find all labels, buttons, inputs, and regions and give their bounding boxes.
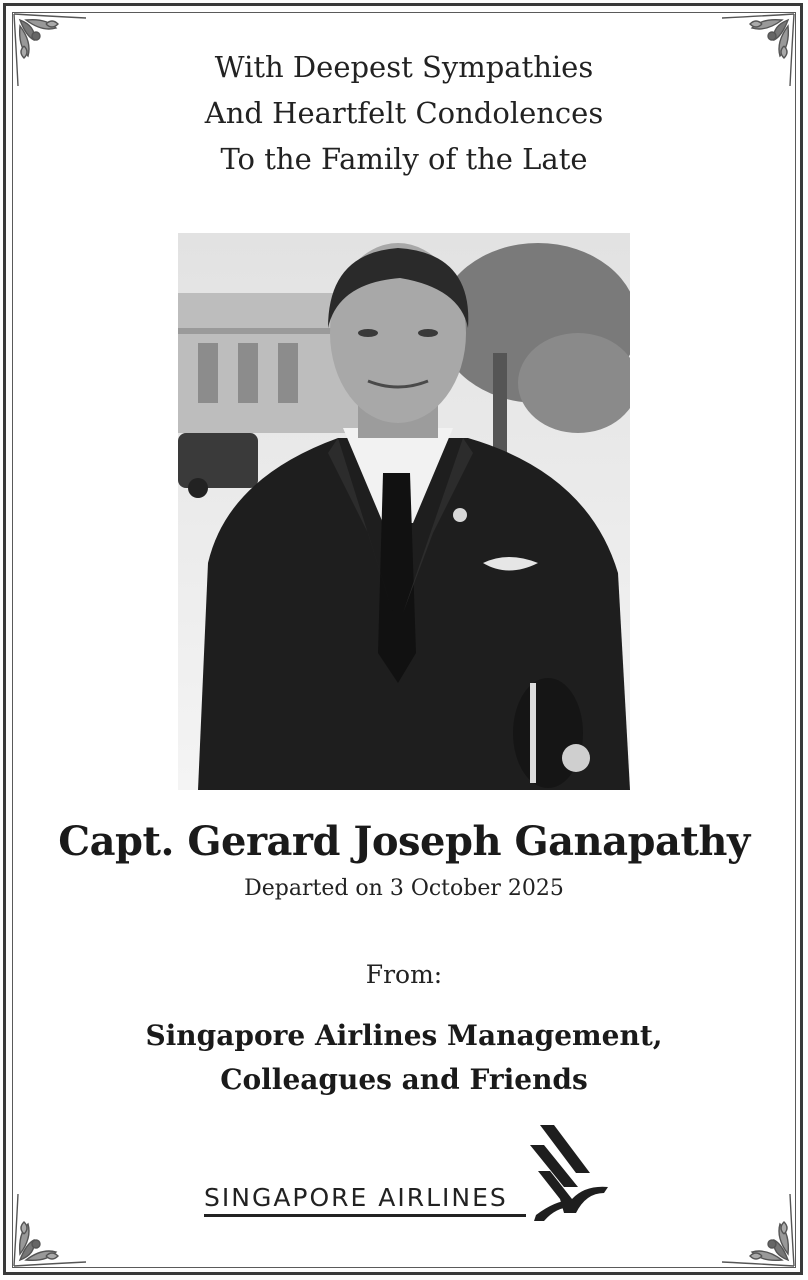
heading-line-1: With Deepest Sympathies — [214, 50, 594, 84]
heading-line-3: To the Family of the Late — [220, 142, 588, 176]
departed-date: Departed on 3 October 2025 — [244, 876, 564, 901]
deceased-name: Capt. Gerard Joseph Ganapathy — [58, 818, 750, 865]
sender-line-1: Singapore Airlines Management, — [145, 1019, 663, 1052]
portrait-photo — [178, 233, 630, 790]
heading-line-2: And Heartfelt Condolences — [204, 96, 604, 130]
sender-line-2: Colleagues and Friends — [220, 1063, 588, 1096]
corner-ornament-icon — [6, 1184, 96, 1274]
from-label: From: — [365, 960, 443, 989]
logo-wordmark: SINGAPORE AIRLINES — [204, 1183, 508, 1212]
corner-ornament-icon — [712, 1184, 802, 1274]
sia-bird-icon — [530, 1125, 610, 1221]
condolence-heading — [0, 44, 808, 182]
singapore-airlines-logo — [200, 1125, 610, 1225]
sender-block — [0, 1014, 808, 1102]
logo-underline — [204, 1214, 526, 1217]
